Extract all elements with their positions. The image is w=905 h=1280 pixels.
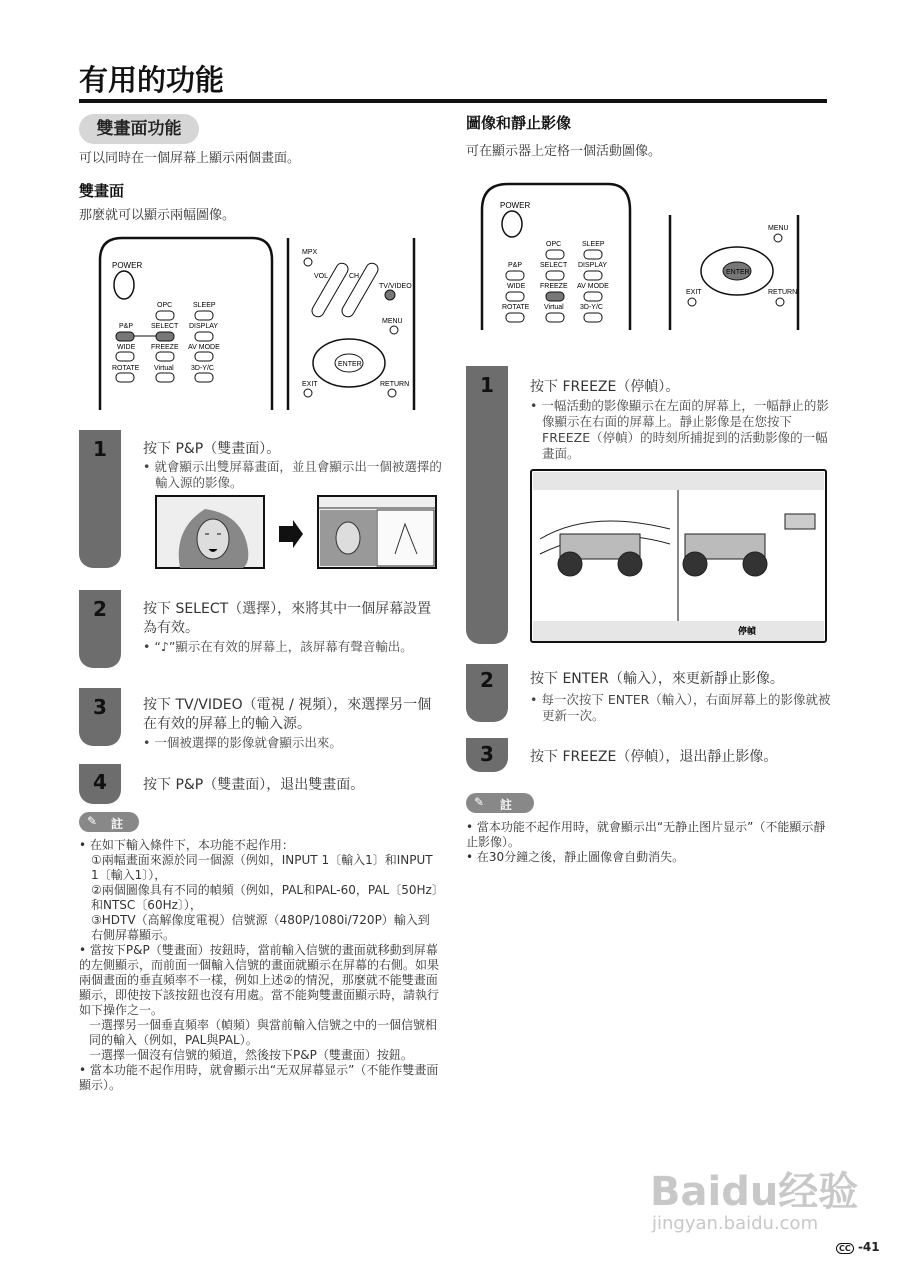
title-rule (79, 99, 827, 103)
remote-illustration-left (92, 230, 437, 420)
svg-text:DISPLAY: DISPLAY (578, 262, 608, 269)
arrow-icon (279, 520, 303, 548)
left-notes: • 在如下輸入條件下，本功能不起作用： ①兩幅畫面來源於同一個源（例如，INPUT 1〔輸入1〕和INPUT 1〔輸入1〕）， ②兩個圖像具有不同的幀頻（例如，PAL和PAL-60，PAL〔50Hz〕和NTSC〔60Hz〕）， ③HDTV（高解像度電視）信號源（480P/1080i/720P）輸入到右側屏幕顯示。 • 當按下P&P（雙畫面）按鈕時，當前輸入信號的畫面就移動到屏幕的左側顯示，而前面一個輸入信號的畫面就顯示在屏幕的右側。如果兩個畫面的垂直頻率不一樣，例如上述②的情況，那麼就不能雙畫面顯示，即使按下該按鈕也沒有用處。當不能夠雙畫面顯示時，請執行如下操作之一。 一選擇另一個垂直頻率（幀頻）與當前輸入信號之中的一個信號相同的輸入（例如，PAL與PAL）。 一選擇一個沒有信號的頻道，然後按下P&P（雙畫面）按鈕。 • 當本功能不起作用時，就會顯示出“无双屏幕显示”（不能作雙畫面顯示）。 (79, 838, 440, 1092)
svg-text:SELECT: SELECT (540, 262, 568, 269)
step-text: 按下 P&P（雙畫面），退出雙畫面。 (143, 777, 365, 793)
svg-text:AV MODE: AV MODE (188, 344, 220, 351)
note-badge: ✎ 註 (466, 793, 534, 813)
step-bullet: • 一個被選擇的影像就會顯示出來。 (143, 735, 342, 750)
step-number: 3 (480, 742, 494, 766)
section-title: 雙畫面功能 (79, 114, 199, 144)
svg-text:3D-Y/C: 3D-Y/C (580, 304, 603, 311)
label-power: POWER (112, 261, 143, 270)
svg-text:DISPLAY: DISPLAY (189, 323, 219, 330)
subsection-title: 雙畫面 (79, 182, 125, 200)
svg-text:VOL: VOL (314, 273, 329, 280)
step-text: 按下 FREEZE（停幀），退出靜止影像。 (530, 749, 778, 765)
svg-text:FREEZE: FREEZE (151, 344, 179, 351)
step-text: 按下 TV/VIDEO（電視 / 視頻），來選擇另一個在有效的屏幕上的輸入源。 (143, 697, 432, 732)
right-notes: • 當本功能不起作用時，就會顯示出“无静止图片显示”（不能顯示靜止影像）。 • 在30分鐘之後，靜止圖像會自動消失。 (466, 820, 826, 864)
svg-text:RETURN: RETURN (768, 289, 798, 296)
svg-text:MENU: MENU (382, 318, 403, 325)
svg-text:ENTER: ENTER (726, 269, 750, 276)
step-text: 按下 FREEZE（停幀）。 (530, 379, 680, 395)
freeze-caption: 停幀 (738, 626, 757, 636)
page-title: 有用的功能 (79, 63, 225, 97)
svg-text:3D-Y/C: 3D-Y/C (191, 365, 214, 372)
step-text: 按下 SELECT（選擇），來將其中一個屏幕設置為有效。 (143, 601, 432, 636)
paperclip-icon: ✎ (87, 814, 98, 828)
paperclip-icon: ✎ (474, 795, 485, 809)
svg-text:P&P: P&P (508, 262, 523, 269)
svg-text:SLEEP: SLEEP (582, 241, 605, 248)
note-badge: ✎ 註 (79, 812, 139, 832)
svg-text:FREEZE: FREEZE (540, 283, 568, 290)
svg-text:CH: CH (349, 273, 360, 280)
step-number: 2 (93, 597, 107, 621)
subsection-intro: 那麼就可以顯示兩幅圖像。 (79, 208, 236, 223)
step-number: 4 (93, 770, 107, 794)
svg-text:WIDE: WIDE (117, 344, 136, 351)
svg-text:ROTATE: ROTATE (502, 304, 530, 311)
watermark-brand: Baidu经验 (650, 1169, 859, 1215)
step-bullet: • 每一次按下 ENTER（輸入），右面屏幕上的影像就被更新一次。 (530, 692, 831, 723)
remote-illustration-right (478, 180, 823, 340)
svg-text:Virtual: Virtual (544, 304, 564, 311)
svg-text:AV MODE: AV MODE (577, 283, 609, 290)
svg-text:TV/VIDEO: TV/VIDEO (379, 283, 412, 290)
watermark-url: jingyan.baidu.com (652, 1213, 819, 1234)
step-bullet: • 一幅活動的影像顯示在左面的屏幕上，一幅靜止的影像顯示在右面的屏幕上。靜止影像是在您按下 FREEZE（停幀）的時刻所捕捉到的活動影像的一幅畫面。 (530, 398, 829, 461)
svg-text:P&P: P&P (119, 323, 134, 330)
cc-icon: CC (836, 1243, 854, 1254)
svg-text:OPC: OPC (157, 302, 173, 309)
step-number: 1 (480, 373, 494, 397)
section-intro: 可以同時在一個屏幕上顯示兩個畫面。 (79, 151, 301, 166)
svg-text:RETURN: RETURN (380, 381, 410, 388)
step-number: 3 (93, 695, 107, 719)
step-text: 按下 P&P（雙畫面）。 (143, 441, 281, 457)
svg-text:ROTATE: ROTATE (112, 365, 140, 372)
svg-text:ENTER: ENTER (338, 361, 362, 368)
svg-text:EXIT: EXIT (302, 381, 318, 388)
step-text: 按下 ENTER（輸入），來更新靜止影像。 (530, 671, 784, 687)
dual-screen-illustration (155, 494, 437, 570)
svg-text:WIDE: WIDE (507, 283, 526, 290)
right-section-intro: 可在顯示器上定格一個活動圖像。 (466, 144, 662, 159)
svg-text:SLEEP: SLEEP (193, 302, 216, 309)
svg-text:Virtual: Virtual (154, 365, 174, 372)
right-section-title: 圖像和靜止影像 (466, 114, 572, 132)
step-number: 2 (480, 668, 494, 692)
right-step-bar-1 (466, 366, 508, 644)
step-number: 1 (93, 437, 107, 461)
power-button (114, 271, 134, 299)
svg-text:POWER: POWER (500, 201, 531, 210)
svg-text:MPX: MPX (302, 249, 318, 256)
page-number: CC -41 (836, 1240, 880, 1254)
step-bullet: • “♪”顯示在有效的屏幕上，該屏幕有聲音輸出。 (143, 639, 413, 654)
freeze-screen-illustration (530, 469, 827, 643)
svg-text:MENU: MENU (768, 225, 789, 232)
svg-text:OPC: OPC (546, 241, 562, 248)
svg-text:SELECT: SELECT (151, 323, 179, 330)
step-bullet: • 就會顯示出雙屏幕畫面，並且會顯示出一個被選擇的輸入源的影像。 (143, 459, 442, 490)
svg-text:EXIT: EXIT (686, 289, 702, 296)
